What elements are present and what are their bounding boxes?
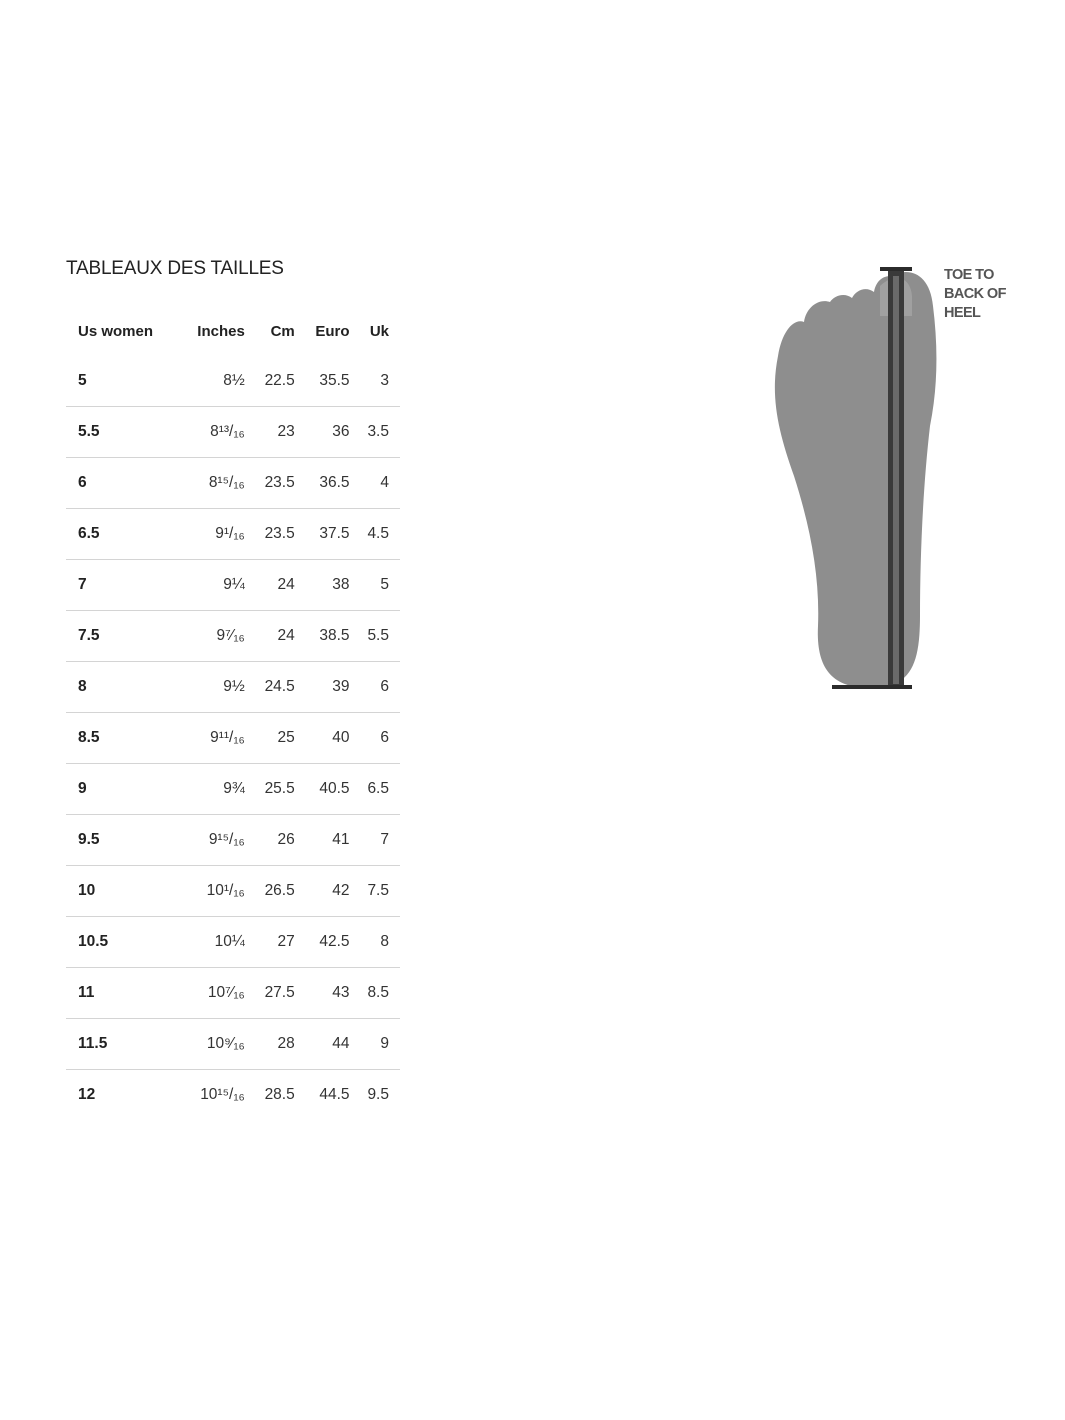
foot-silhouette [775, 272, 937, 688]
table-row [66, 458, 400, 509]
cell-us-women: 10 [66, 866, 185, 917]
cell-euro: 41 [306, 815, 361, 866]
cell-uk: 6 [361, 662, 401, 713]
cell-cm: 25 [256, 713, 306, 764]
cell-us-women: 10.5 [66, 917, 185, 968]
table-row [66, 968, 400, 1019]
table-row [66, 611, 400, 662]
cell-euro: 37.5 [306, 509, 361, 560]
cell-inches: 9¹/₁₆ [185, 509, 256, 560]
cell-inches: 9¾ [185, 764, 256, 815]
table-row [66, 713, 400, 764]
cell-us-women: 11 [66, 968, 185, 1019]
cell-euro: 42.5 [306, 917, 361, 968]
cell-us-women: 7 [66, 560, 185, 611]
table-row [66, 407, 400, 458]
cell-us-women: 5 [66, 356, 185, 407]
cell-euro: 35.5 [306, 356, 361, 407]
column-header-inches: Inches [197, 322, 245, 340]
column-header-us-women: Us women [78, 322, 154, 340]
cell-inches: 9¹⁵/₁₆ [185, 815, 256, 866]
cell-euro: 42 [306, 866, 361, 917]
cell-euro: 38 [306, 560, 361, 611]
table-row [66, 764, 400, 815]
cell-inches: 9¼ [185, 560, 256, 611]
cell-us-women: 6 [66, 458, 185, 509]
cell-inches: 8¹⁵/₁₆ [185, 458, 256, 509]
cell-us-women: 12 [78, 1086, 96, 1103]
cell-cm: 25.5 [256, 764, 306, 815]
measurement-bottom-marker [832, 685, 912, 689]
cell-inches: 10¼ [185, 917, 256, 968]
cell-euro: 39 [306, 662, 361, 713]
table-row [66, 509, 400, 560]
cell-cm: 26.5 [256, 866, 306, 917]
cell-us-women: 6.5 [66, 509, 185, 560]
cell-inches: 9½ [185, 662, 256, 713]
column-header-uk: Uk [369, 322, 389, 340]
measurement-top-marker [880, 267, 912, 271]
size-chart-table [66, 306, 400, 1120]
cell-euro: 44.5 [319, 1086, 350, 1103]
column-header-euro: Euro [315, 322, 350, 340]
table-row [66, 1019, 400, 1070]
cell-us-women: 8.5 [66, 713, 185, 764]
cell-uk: 3 [361, 356, 401, 407]
cell-uk: 5.5 [361, 611, 401, 662]
table-header-row [66, 306, 400, 356]
cell-cm: 28 [256, 1019, 306, 1070]
cell-euro: 38.5 [306, 611, 361, 662]
cell-uk: 6 [361, 713, 401, 764]
cell-inches: 10⁷⁄₁₆ [185, 968, 256, 1019]
cell-euro: 43 [306, 968, 361, 1019]
cell-uk: 9.5 [367, 1086, 389, 1103]
cell-uk: 5 [361, 560, 401, 611]
table-row [66, 560, 400, 611]
cell-us-women: 8 [66, 662, 185, 713]
table-row [66, 866, 400, 917]
table-row [66, 815, 400, 866]
cell-uk: 7.5 [361, 866, 401, 917]
cell-euro: 36.5 [306, 458, 361, 509]
table-row [66, 356, 400, 407]
cell-uk: 8.5 [361, 968, 401, 1019]
table-row [66, 917, 400, 968]
cell-euro: 36 [306, 407, 361, 458]
foot-label-line-2: BACK OF [944, 286, 1006, 302]
cell-uk: 7 [361, 815, 401, 866]
foot-measurement-label [944, 266, 1034, 323]
cell-cm: 24.5 [256, 662, 306, 713]
cell-uk: 3.5 [361, 407, 401, 458]
cell-inches: 8¹³/₁₆ [185, 407, 256, 458]
table-row [66, 662, 400, 713]
cell-cm: 23.5 [256, 509, 306, 560]
cell-inches: 9¹¹/₁₆ [185, 713, 256, 764]
cell-inches: 10¹/₁₆ [185, 866, 256, 917]
cell-cm: 27 [256, 917, 306, 968]
cell-us-women: 9.5 [66, 815, 185, 866]
foot-label-line-1: TOE TO [944, 267, 994, 283]
cell-inches: 10⁹⁄₁₆ [185, 1019, 256, 1070]
cell-us-women: 5.5 [66, 407, 185, 458]
cell-uk: 4 [361, 458, 401, 509]
cell-cm: 26 [256, 815, 306, 866]
cell-uk: 9 [361, 1019, 401, 1070]
cell-inches: 9⁷⁄₁₆ [185, 611, 256, 662]
cell-uk: 8 [361, 917, 401, 968]
page-title: TABLEAUX DES TAILLES [66, 258, 284, 279]
cell-cm: 23.5 [256, 458, 306, 509]
cell-euro: 44 [306, 1019, 361, 1070]
cell-uk: 4.5 [361, 509, 401, 560]
cell-us-women: 11.5 [66, 1019, 185, 1070]
cell-inches: 10¹⁵/₁₆ [200, 1086, 245, 1103]
cell-cm: 23 [256, 407, 306, 458]
cell-uk: 6.5 [361, 764, 401, 815]
cell-cm: 28.5 [264, 1086, 295, 1103]
cell-cm: 22.5 [256, 356, 306, 407]
measurement-ruler-inner [893, 276, 899, 684]
cell-euro: 40 [306, 713, 361, 764]
foot-label-line-3: HEEL [944, 305, 981, 321]
cell-inches: 8½ [185, 356, 256, 407]
cell-cm: 27.5 [256, 968, 306, 1019]
table-row [66, 1070, 400, 1121]
cell-cm: 24 [256, 611, 306, 662]
cell-cm: 24 [256, 560, 306, 611]
cell-us-women: 9 [66, 764, 185, 815]
cell-euro: 40.5 [306, 764, 361, 815]
cell-us-women: 7.5 [66, 611, 185, 662]
column-header-cm: Cm [270, 322, 295, 340]
